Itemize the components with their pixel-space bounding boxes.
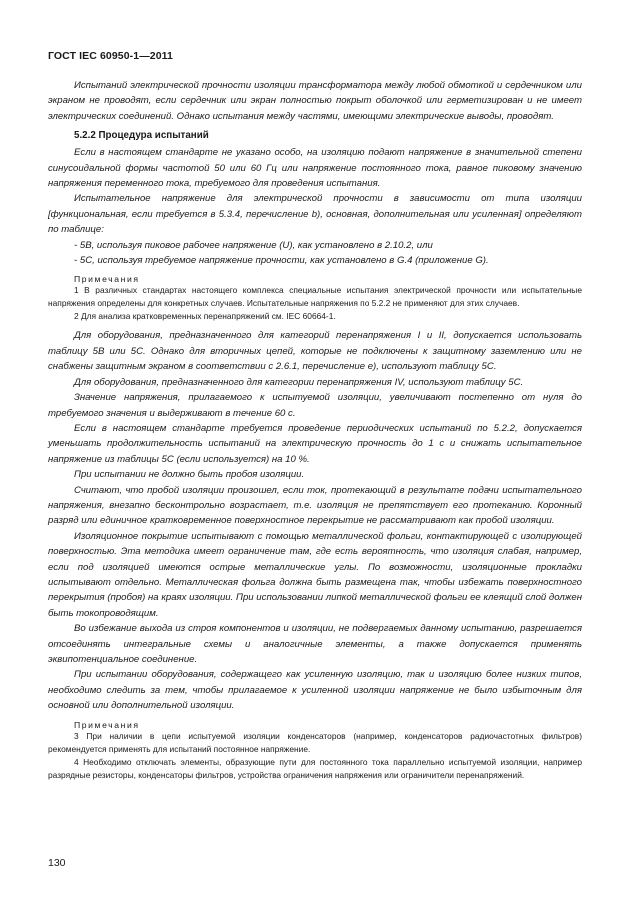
paragraph: Испытательное напряжение для электрической прочности в зависимости от типа изоляции [функциональная, если требуется в 5.3.4, перечисление b), основная, дополнительная или усиленная] определяют по таблице: (48, 193, 582, 236)
paragraph: Если в настоящем стандарте требуется проведение периодических испытаний по 5.2.2, допускается уменьшать продолжительность испытаний на электрическую прочность до 1 с и снижать испытательное напряжение из таблицы 5C (если используется) на 10 %. (48, 422, 582, 465)
standard-header: ГОСТ IEC 60950-1—2011 (48, 50, 173, 62)
page-content (48, 78, 582, 782)
intro-paragraph: Испытаний электрической прочности изоляции трансформатора между любой обмоткой и сердечником или экраном не проводят, если сердечник или экран полностью покрыт оболочкой или герметизирован и не имеет электрических соединений. Однако испытания между частями, имеющими электрические выводы, проводят. (48, 80, 582, 122)
page-number: 130 (48, 857, 66, 869)
note: 3 При наличии в цепи испытуемой изоляции конденсаторов (например, конденсаторов радиочастотных фильтров) рекомендуется применять для испытаний постоянное напряжение. (48, 730, 582, 754)
list-item: - 5C, используя требуемое напряжение прочности, как установлено в G.4 (приложение G). (74, 255, 489, 267)
paragraph: При испытании оборудования, содержащего как усиленную изоляцию, так и изоляцию более низких типов, необходимо следить за тем, чтобы прилагаемое к усиленной изоляции напряжение не было избыточным для основной или дополнительной изоляции. (48, 669, 582, 712)
notes-title: Примечания (74, 719, 140, 730)
note: 1 В различных стандартах настоящего комплекса специальные испытания электрической прочности или испытательные напряжения определены для конкретных случаев. Испытательные напряжения по 5.2.2 не применяют для этих случаев. (48, 285, 582, 309)
note: 4 Необходимо отключать элементы, образующие пути для постоянного тока параллельно испытуемой изоляции, например разрядные резисторы, конденсаторы фильтров, устройства ограничения напряжения или ограничители перенапряжений. (48, 756, 582, 780)
paragraph: Изоляционное покрытие испытывают с помощью металлической фольги, контактирующей с изолирующей поверхностью. Эта методика имеет ограничение там, где есть вероятность, что изоляция слабая, например, если под изоляцией имеются острые металлические углы. По возможности, изоляционные прокладки испытывают отдельно. Металлическая фольга должна быть размещена так, чтобы избежать поверхностного перекрытия (пробоя) на краях изоляции. При использовании липкой металлической фольги ее клеящий слой должен быть токопроводящим. (48, 530, 582, 619)
paragraph: Считают, что пробой изоляции произошел, если ток, протекающий в результате подачи испытательного напряжения, внезапно бесконтрольно возрастает, т.е. изоляция не препятствует его протеканию. Коронный разряд или единичное кратковременное поверхностное перекрытие не рассматривают как пробой изоляции. (48, 484, 582, 527)
paragraph: Значение напряжения, прилагаемого к испытуемой изоляции, увеличивают постепенно от нуля до требуемого значения и выдерживают в течение 60 с. (48, 392, 582, 419)
notes-title: Примечания (74, 274, 140, 285)
section-heading: 5.2.2 Процедура испытаний (74, 130, 209, 142)
paragraph: Для оборудования, предназначенного для категории перенапряжения IV, используют таблицу 5C. (74, 376, 524, 388)
paragraph: При испытании не должно быть пробоя изоляции. (74, 469, 305, 481)
paragraph: Если в настоящем стандарте не указано особо, на изоляцию подают напряжение в значительной степени синусоидальной формы частотой 50 или 60 Гц или напряжение постоянного тока, равное пиковому значению напряжения переменного тока, требуемого для проведения испытания. (48, 147, 582, 190)
paragraph: Для оборудования, предназначенного для категорий перенапряжения I и II, допускается использовать таблицу 5B или 5C. Однако для вторичных цепей, которые не подключены к защитному заземлению или не снабжены защитным экраном в соответствии с 2.6.1, перечисление е), используют таблицу 5C. (48, 330, 582, 373)
paragraph: Во избежание выхода из строя компонентов и изоляции, не подвергаемых данному испытанию, разрешается отсоединять интегральные схемы и аналогичные элементы, а также допускается применять эквипотенциальное соединение. (48, 623, 582, 665)
note: 2 Для анализа кратковременных перенапряжений см. IEC 60664-1. (74, 311, 336, 322)
list-item: - 5B, используя пиковое рабочее напряжение (U), как установлено в 2.10.2, или (74, 239, 433, 251)
